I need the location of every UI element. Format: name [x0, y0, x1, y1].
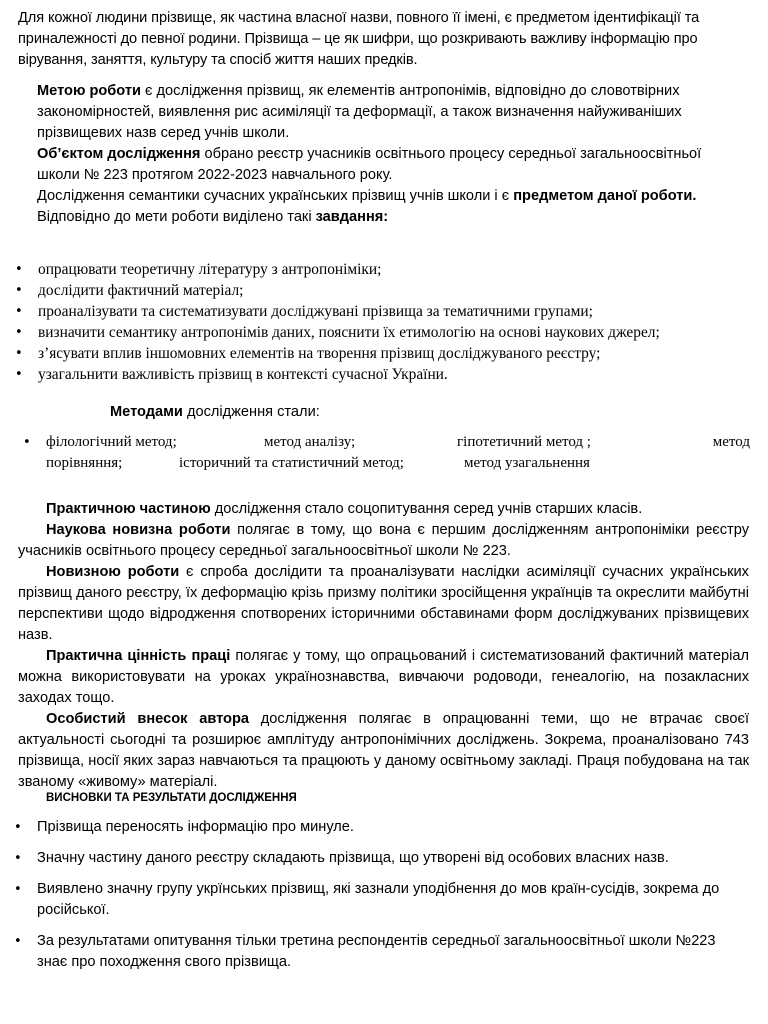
research-overview [37, 81, 737, 228]
conclusion-item: • Виявлено значну групу укрїнських прізвищ, які зазнали уподібнення до мов країн-сусідів, зокрема до російської. [37, 879, 749, 921]
methods-intro-text: дослідження стали: [182, 404, 320, 420]
novelty-text: є спроба дослідити та проаналізувати наслідки асиміляції сучасних українських прізвищ даного реєстру, їх деформацію крізь призму політики зросійщення українців та окреслити майбутні перспективи щодо відродження спотворених історичними обставинами форм досліджуваних прізвищевих назв. [18, 564, 749, 643]
conclusion-item: • За результатами опитування тільки третина респондентів середньої загальноосвітньої школи №223 знає про походження свого прізвища. [37, 931, 749, 973]
goal-text: є дослідження прізвищ, як елементів антропонімів, відповідно до словотвірних закономірностей, виявлення рис асиміляції та деформації, а також визначення найуживаніших прізвищевих назв серед учнів школи. [37, 83, 682, 141]
intro-paragraph: Для кожної людини прізвище, як частина власної назви, повного її імені, є предметом ідентифікації та приналежності до певної родини. Прізвища – це як шифри, що розкривають важливу інформацію про вірування, заняття, культуру та спосіб життя наших предків. [18, 10, 700, 68]
method-hypothetical: гіпотетичний метод ; [457, 434, 591, 450]
goal-label: Метою роботи [37, 83, 141, 99]
task-item: • опрацювати теоретичну літературу з антропоніміки; [38, 259, 750, 280]
method-philological: • філологічний метод; [46, 434, 177, 450]
findings-section [18, 499, 749, 793]
object-label: Об’єктом дослідження [37, 146, 201, 162]
methods-list [46, 432, 750, 474]
practical-part-paragraph [18, 499, 749, 520]
practical-part-label: Практичною частиною [46, 501, 211, 517]
method-comparison-start: метод [712, 434, 750, 450]
task-item: • узагальнити важливість прізвищ в контексті сучасної України. [38, 364, 750, 385]
tasks-intro-label: завдання: [315, 209, 389, 225]
practical-value-label: Практична цінність праці [46, 648, 231, 664]
subject-paragraph [37, 186, 737, 207]
task-item: • дослідити фактичний матеріал; [38, 280, 750, 301]
methods-line-2 [46, 453, 750, 474]
task-item: • проаналізувати та систематизувати досліджувані прізвища за тематичними групами; [38, 301, 750, 322]
goal-paragraph [37, 81, 737, 144]
scientific-novelty-paragraph [18, 520, 749, 562]
scientific-novelty-label: Наукова новизна роботи [46, 522, 231, 538]
novelty-label: Новизною роботи [46, 564, 180, 580]
subject-text: Дослідження семантики сучасних українських прізвищ учнів школи і є [37, 188, 514, 204]
methods-label: Методами [110, 404, 183, 420]
novelty-paragraph [18, 562, 749, 646]
object-text: обрано реєстр учасників освітнього процесу середньої загальноосвітньої школи № 223 протягом 2022-2023 навчального року. [37, 146, 702, 183]
author-contribution-text: дослідження полягає в опрацюванні теми, що не втрачає своєї актуальності сьогодні та розширює амплітуду антропонімічних досліджень. Зокрема, проаналізовано 743 прізвища, носії яких зараз навчаються та працюють у даному освітньому закладі. Праця побудована на так званому «живому» матеріалі. [18, 711, 749, 790]
methods-intro [110, 402, 710, 423]
scientific-novelty-text: полягає в тому, що вона є першим дослідженням антропоніміки реєстру учасників освітнього процесу середньої загальноосвітньої школи № 223. [18, 522, 749, 559]
author-contribution-label: Особистий внесок автора [46, 711, 249, 727]
method-generalization: метод узагальнення [464, 455, 590, 471]
methods-line-1 [46, 432, 750, 453]
practical-value-paragraph [18, 646, 749, 709]
method-analysis: метод аналізу; [264, 434, 356, 450]
conclusion-item: • Значну частину даного реєстру складають прізвища, що утворені від особових власних назв. [37, 848, 749, 869]
object-paragraph [37, 144, 737, 186]
author-contribution-paragraph [18, 709, 749, 793]
tasks-list [38, 259, 750, 385]
conclusions-heading: ВИСНОВКИ ТА РЕЗУЛЬТАТИ ДОСЛІДЖЕННЯ [46, 792, 297, 804]
task-item: • визначити семантику антропонімів даних, пояснити їх етимологію на основі наукових джерел; [38, 322, 750, 343]
practical-part-text: дослідження стало соцопитування серед учнів старших класів. [210, 501, 643, 517]
practical-value-text: полягає у тому, що опрацьований і систематизований фактичний матеріал можна використовувати на уроках українознавства, вивчаючи родоводи, генеалогію, на позакласних заходах тощо. [18, 648, 750, 706]
method-historical-statistical: історичний та статистичний метод; [179, 455, 404, 471]
subject-label: предметом даної роботи. [513, 188, 697, 204]
tasks-intro [37, 207, 737, 228]
tasks-intro-text: Відповідно до мети роботи виділено такі [37, 209, 316, 225]
task-item: • з’ясувати вплив іншомовних елементів на творення прізвищ досліджуваного реєстру; [38, 343, 750, 364]
conclusions-list [37, 817, 749, 973]
conclusion-item: • Прізвища переносять інформацію про минуле. [37, 817, 749, 838]
method-comparison-end: порівняння; [46, 455, 123, 471]
